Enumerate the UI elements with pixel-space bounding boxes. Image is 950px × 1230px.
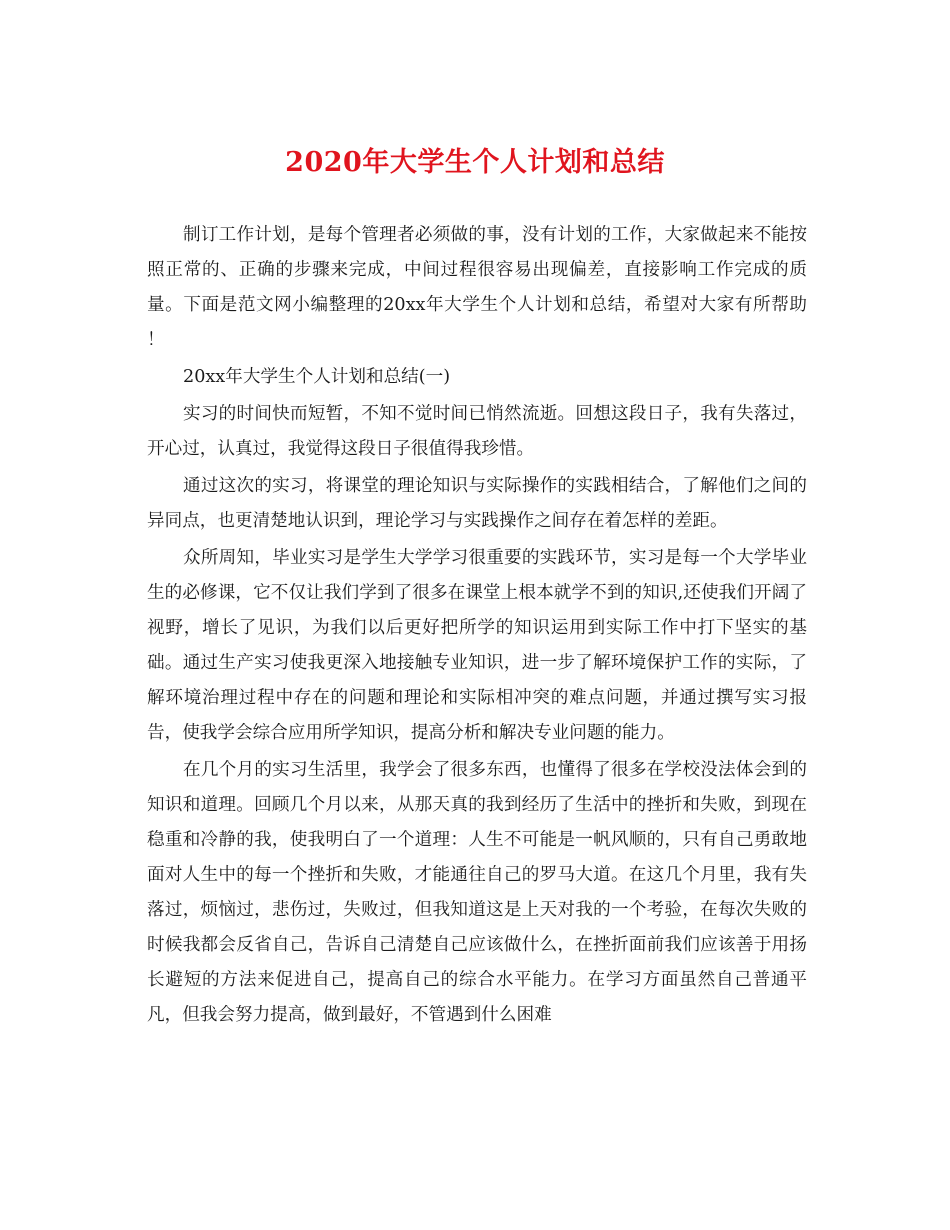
paragraph: 在几个月的实习生活里，我学会了很多东西，也懂得了很多在学校没法体会到的知识和道理。回顾几个月以来，从那天真的我到经历了生活中的挫折和失败，到现在稳重和冷静的我，使我明白了一个道理：人生不可能是一帆风顺的，只有自己勇敢地面对人生中的每一个挫折和失败，才能通往自己的罗马大道。在这几个月里，我有失落过，烦恼过，悲伤过，失败过，但我知道这是上天对我的一个考验，在每次失败的时候我都会反省自己，告诉自己清楚自己应该做什么，在挫折面前我们应该善于用扬长避短的方法来促进自己，提高自己的综合水平能力。在学习方面虽然自己普通平凡，但我会努力提高，做到最好，不管遇到什么困难 — [147, 760, 807, 1025]
paragraph: 通过这次的实习，将课堂的理论知识与实际操作的实践相结合，了解他们之间的异同点，也更清楚地认识到，理论学习与实践操作之间存在着怎样的差距。 — [147, 476, 807, 531]
section-heading: 20xx年大学生个人计划和总结(一) — [183, 367, 451, 387]
paragraph: 实习的时间快而短暂，不知不觉时间已悄然流逝。回想这段日子，我有失落过，开心过，认真过，我觉得这段日子很值得我珍惜。 — [147, 404, 807, 459]
document-title: 2020年大学生个人计划和总结 — [285, 147, 665, 178]
paragraph-intro: 制订工作计划，是每个管理者必须做的事，没有计划的工作，大家做起来不能按照正常的、正确的步骤来完成，中间过程很容易出现偏差，直接影响工作完成的质量。下面是范文网小编整理的20xx年大学生个人计划和总结，希望对大家有所帮助 ！ — [147, 225, 807, 350]
document-body — [147, 218, 807, 1035]
paragraph: 众所周知，毕业实习是学生大学学习很重要的实践环节，实习是每一个大学毕业生的必修课，它不仅让我们学到了很多在课堂上根本就学不到的知识,还使我们开阔了视野，增长了见识，为我们以后更好把所学的知识运用到实际工作中打下坚实的基础。通过生产实习使我更深入地接触专业知识，进一步了解环境保护工作的实际，了解环境治理过程中存在的问题和理论和实际相冲突的难点问题，并通过撰写实习报告，使我学会综合应用所学知识，提高分析和解决专业问题的能力。 — [147, 548, 807, 743]
